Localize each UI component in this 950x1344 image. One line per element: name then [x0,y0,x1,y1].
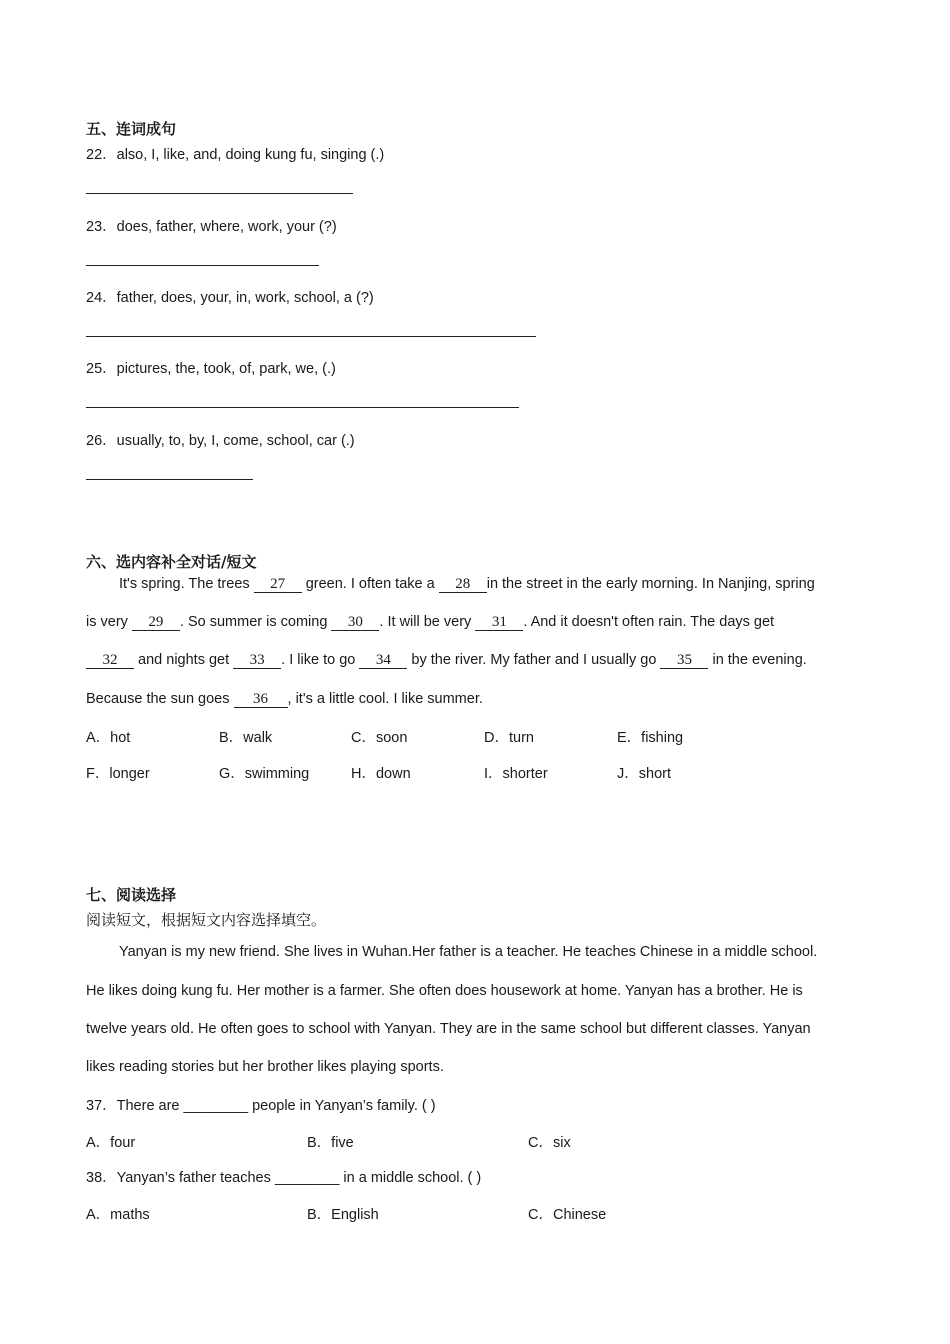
question-text: pictures, the, took, of, park, we, (.) [116,361,336,377]
question-25 [86,357,336,378]
question-22 [86,143,384,164]
blank-28[interactable]: 28 [439,577,487,593]
question-38: 38．Yanyan’s father teaches ________ in a middle school. ( ) [86,1170,482,1186]
reading-passage-line: likes reading stories but her brother likes playing sports. [86,1059,444,1075]
answer-line-23[interactable] [86,265,319,266]
question-text: also, I, like, and, doing kung fu, singing (.) [116,147,385,163]
option-h: H．down [351,766,411,782]
option-e: E．fishing [617,730,684,746]
question-23 [86,215,337,236]
option-g: G．swimming [219,766,310,782]
option-i: I．shorter [484,766,548,782]
blank-32[interactable]: 32 [86,653,134,669]
q37-option-a[interactable]: A．four [86,1135,136,1151]
question-text: does, father, where, work, your (?) [116,219,337,235]
option-j: J．short [617,766,671,782]
question-24 [86,286,374,307]
blank-29[interactable]: 29 [132,615,180,631]
question-number: 24． [86,290,117,306]
q38-option-b[interactable]: B．English [307,1207,379,1223]
passage-text: . And it doesn't often rain. The days get [523,614,775,630]
reading-passage-line: twelve years old. He often goes to school with Yanyan. They are in the same school but different classes. Yanyan [86,1021,811,1037]
blank-27[interactable]: 27 [254,577,302,593]
option-f: F．longer [86,766,150,782]
blank-30[interactable]: 30 [331,615,379,631]
blank-36[interactable]: 36 [234,692,288,708]
answer-line-26[interactable] [86,479,253,480]
answer-line-22[interactable] [86,193,353,194]
section6-heading: 六、选内容补全对话/短文 [86,553,257,571]
q38-option-a[interactable]: A．maths [86,1207,150,1223]
option-c: C．soon [351,730,408,746]
blank-35[interactable]: 35 [660,653,708,669]
question-number: 22． [86,147,117,163]
passage-text: It's spring. The trees [119,576,254,592]
passage-text: in the evening. [708,652,807,668]
passage-text: . It will be very [379,614,476,630]
passage-text: is very [86,614,132,630]
passage-line-4 [86,691,483,708]
question-text: father, does, your, in, work, school, a (?) [116,290,374,306]
answer-line-24[interactable] [86,336,536,337]
q37-option-c[interactable]: C．six [528,1135,571,1151]
q38-option-c[interactable]: C．Chinese [528,1207,607,1223]
passage-text: in the street in the early morning. In Nanjing, spring [486,576,815,592]
passage-line-1 [119,576,815,593]
passage-text: Because the sun goes [86,691,234,707]
option-d: D．turn [484,730,534,746]
blank-34[interactable]: 34 [359,653,407,669]
passage-text: by the river. My father and I usually go [407,652,661,668]
reading-passage-line: He likes doing kung fu. Her mother is a farmer. She often does housework at home. Yanyan has a brother. He is [86,983,803,999]
passage-text: and nights get [134,652,234,668]
blank-33[interactable]: 33 [233,653,281,669]
passage-line-2 [86,614,774,631]
q37-option-b[interactable]: B．five [307,1135,354,1151]
question-text: usually, to, by, I, come, school, car (.) [116,433,355,449]
blank-31[interactable]: 31 [475,615,523,631]
passage-line-3 [86,652,807,669]
passage-text: . So summer is coming [179,614,332,630]
section5-heading: 五、连词成句 [86,120,177,138]
question-number: 26． [86,433,117,449]
option-b: B．walk [219,730,273,746]
passage-text: , it's a little cool. I like summer. [287,691,483,707]
answer-line-25[interactable] [86,407,519,408]
question-26 [86,429,355,450]
option-a: A．hot [86,730,131,746]
question-number: 25． [86,361,117,377]
reading-instruction: 阅读短文，根据短文内容选择填空。 [86,911,327,929]
passage-text: . I like to go [281,652,360,668]
section7-heading: 七、阅读选择 [86,886,177,904]
passage-text: green. I often take a [301,576,439,592]
reading-passage-line: Yanyan is my new friend. She lives in Wuhan.Her father is a teacher. He teaches Chinese in a middle school. [119,944,818,960]
question-37: 37．There are ________ people in Yanyan’s family. ( ) [86,1098,436,1114]
question-number: 23． [86,219,117,235]
